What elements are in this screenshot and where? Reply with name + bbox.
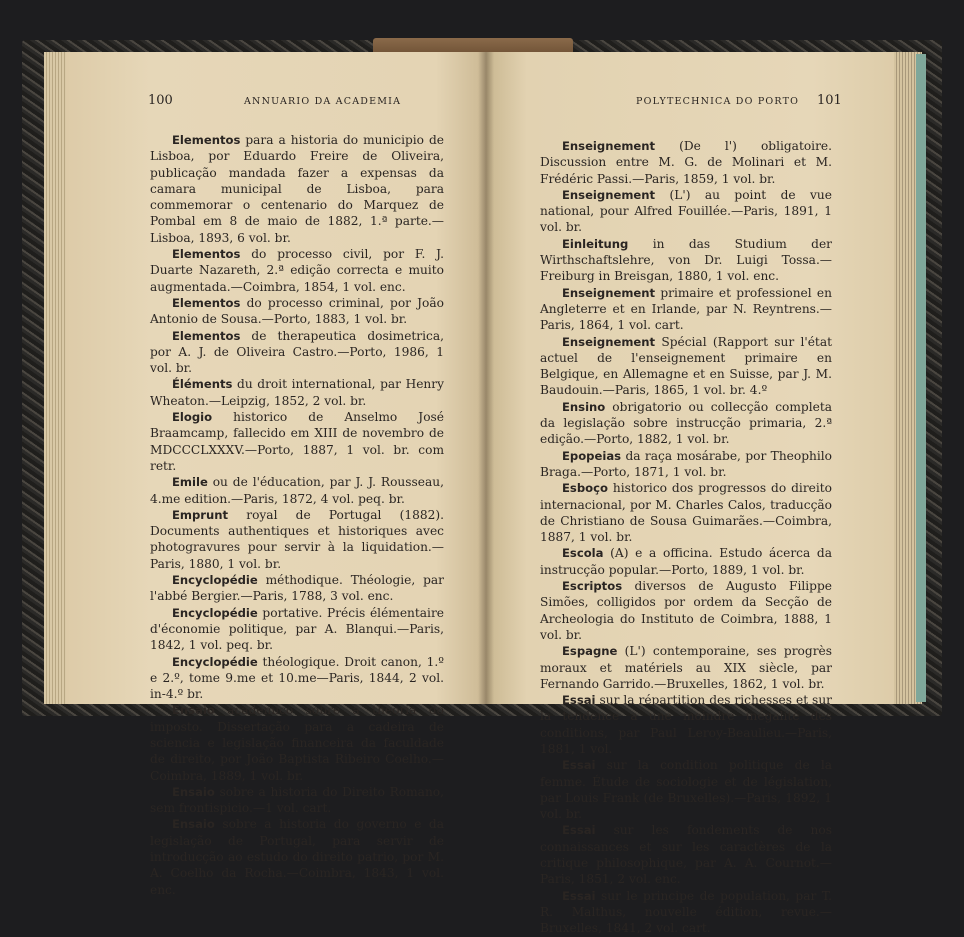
entry-text: obrigatorio ou collecção completa da legislação sobre instrucção primaria, 2.ª edição.—Porto, 1882, 1 vol. br.	[540, 399, 832, 447]
catalog-entry	[540, 236, 832, 285]
catalog-entry	[540, 448, 832, 481]
entry-text: primaire et professionel en Angleterre et en Irlande, par N. Reyntrens.—Paris, 1864, 1 vol. cart.	[540, 285, 832, 333]
entry-keyword: Enseignement	[562, 334, 656, 349]
catalog-entry	[540, 888, 832, 937]
entry-keyword: Espagne	[562, 644, 618, 659]
entry-text: (L') contemporaine, ses progrès moraux et matériels au XIX siècle, par Fernando Garrido.—Bruxelles, 1862, 1 vol. br.	[540, 644, 832, 691]
catalog-entry	[150, 572, 444, 605]
catalog-entry	[540, 757, 832, 822]
entry-text: du droit international, par Henry Wheaton.—Leipzig, 1852, 2 vol. br.	[150, 377, 444, 408]
entry-text: royal de Portugal (1882). Documents authentiques et historiques avec photogravures pour servir à la liquidation.—Paris, 1880, 1 vol. br.	[150, 507, 444, 571]
entry-text: sobre a historia do governo e da legislação de Portugal, para servir de introducção ao estudo do direito patrio, por M. A. Coelho da Rocha.—Coimbra, 1843, 1 vol. enc.	[150, 817, 444, 897]
entry-text: academico sobre a theoria do imposto. Dissertação para a cadeira de sciencia e legislação financeira da faculdade de direito, por João Baptista Ribeiro Coelho.—Coimbra, 1889, 1 vol. br.	[150, 703, 444, 783]
left-page-number: 100	[148, 93, 173, 108]
entry-text: méthodique. Théologie, par l'abbé Bergier.—Paris, 1788, 3 vol. enc.	[150, 573, 444, 604]
right-running-head: POLYTECHNICA DO PORTO	[636, 96, 800, 107]
entry-keyword: Éléments	[172, 377, 233, 392]
entry-text: diversos de Augusto Filippe Simões, colligidos por ordem da Secção de Archeologia do Instituto de Coimbra, 1888, 1 vol. br.	[540, 579, 832, 642]
entry-text: Spécial (Rapport sur l'état actuel de l'enseignement primaire en Belgique, en Allemagne et en Suisse, par J. M. Baudouin.—Paris, 1865, 1 vol. br. 4.º	[540, 334, 832, 398]
entry-keyword: Elementos	[172, 328, 241, 343]
catalog-entry	[540, 187, 832, 236]
book-gutter	[478, 52, 494, 704]
entry-text: sur la condition politique de la femme. Étude de sociologie et de législation, par Louis Frank (de Bruxelles).—Paris, 1892, 1 vol. br.	[540, 758, 832, 822]
entry-keyword: Emile	[172, 475, 208, 490]
left-page	[66, 52, 486, 897]
catalog-entry	[150, 132, 444, 246]
catalog-entry	[540, 138, 832, 187]
entry-keyword: Encyclopédie	[172, 654, 258, 669]
entry-keyword: Epopeias	[562, 448, 622, 463]
catalog-entry	[150, 474, 444, 507]
entry-text: historico de Anselmo José Braamcamp, fallecido em XIII de novembro de MDCCCLXXXV.—Porto, 1887, 1 vol. br. com retr.	[150, 410, 444, 473]
entry-keyword: Encyclopédie	[172, 605, 258, 620]
catalog-entry	[540, 399, 832, 448]
entry-text: do processo criminal, por João Antonio de Sousa.—Porto, 1883, 1 vol. br.	[150, 295, 444, 327]
entry-keyword: Ensaio	[172, 703, 215, 718]
entry-keyword: Escriptos	[562, 579, 623, 594]
catalog-entry	[150, 654, 444, 703]
catalog-entry	[540, 334, 832, 399]
right-page-text	[540, 138, 832, 937]
entry-text: historico dos progressos do direito internacional, por M. Charles Calos, traducção de Christiano de Sousa Guimarães.—Coimbra, 1887, 1 vol. br.	[540, 481, 832, 545]
entry-keyword: Essai	[562, 823, 596, 838]
catalog-entry	[150, 409, 444, 474]
catalog-entry	[540, 578, 832, 643]
entry-text: in das Studium der Wirthschaftslehre, von Dr. Luigi Tossa.—Freiburg in Breisgan, 1880, 1 vol. enc.	[540, 236, 832, 284]
catalog-entry	[150, 328, 444, 377]
entry-keyword: Elementos	[172, 133, 241, 147]
catalog-entry	[150, 507, 444, 572]
right-page	[486, 52, 894, 936]
entry-text: do processo civil, por F. J. Duarte Nazareth, 2.ª edição correcta e muito augmentada.—Coimbra, 1854, 1 vol. enc.	[150, 247, 444, 294]
catalog-entry	[540, 285, 832, 334]
entry-keyword: Elogio	[172, 410, 213, 425]
entry-text: sur la répartition des richesses et sur la tendence a une moindre inégalité des conditions, par Paul Leroy-Beaulieu.—Paris, 1881, 1 vol.	[540, 693, 832, 756]
entry-keyword: Enseignement	[562, 285, 656, 300]
catalog-entry	[540, 643, 832, 692]
catalog-entry	[540, 692, 832, 757]
entry-text: (A) e a officina. Estudo ácerca da instrucção popular.—Porto, 1889, 1 vol. br.	[540, 546, 832, 577]
entry-keyword: Encyclopédie	[172, 573, 258, 588]
entry-text: sur les fondements de nos connaissances et sur les caractères de la critique philosophique, par A. A. Cournot.—Paris, 1851, 2 vol. enc.	[540, 823, 832, 887]
entry-text: para a historia do municipio de Lisboa, por Eduardo Freire de Oliveira, publicação mandada fazer a expensas da camara municipal de Lisboa, para commemorar o centenario do Marquez de Pombal em 8 de maio de 1882, 1.ª parte.—Lisboa, 1893, 6 vol. br.	[150, 133, 444, 245]
right-page-number: 101	[817, 93, 842, 108]
entry-text: sobre a historia do Direito Romano, sem frontispicio.—1 vol. cart.	[150, 784, 444, 816]
catalog-entry	[540, 822, 832, 887]
entry-keyword: Elementos	[172, 247, 241, 262]
entry-keyword: Enseignement	[562, 187, 656, 202]
entry-keyword: Ensino	[562, 399, 606, 414]
catalog-entry	[150, 605, 444, 654]
catalog-entry	[150, 295, 444, 328]
catalog-entry	[150, 702, 444, 783]
entry-text: théologique. Droit canon, 1.º e 2.º, tome 9.me et 10.me—Paris, 1844, 2 vol. in-4.º br.	[150, 654, 444, 702]
entry-keyword: Emprunt	[172, 507, 229, 522]
left-running-head: ANNUARIO DA ACADEMIA	[244, 96, 402, 107]
entry-text: ou de l'éducation, par J. J. Rousseau, 4.me edition.—Paris, 1872, 4 vol. peq. br.	[150, 475, 444, 506]
entry-keyword: Ensaio	[172, 784, 215, 799]
entry-text: (L') au point de vue national, pour Alfred Fouillée.—Paris, 1891, 1 vol. br.	[540, 187, 832, 235]
entry-text: sur le principe de population, par T. R. Malthus, nouvelle édition, revue.—Bruxelles, 1841, 2 vol. cart.	[540, 888, 832, 936]
catalog-entry	[150, 784, 444, 817]
entry-keyword: Esboço	[562, 481, 608, 496]
entry-keyword: Essai	[562, 758, 596, 773]
catalog-entry	[540, 545, 832, 578]
entry-keyword: Enseignement	[562, 139, 656, 153]
entry-text: (De l') obligatoire. Discussion entre M. G. de Molinari et M. Frédéric Passi.—Paris, 1859, 1 vol. br.	[540, 139, 832, 186]
entry-keyword: Elementos	[172, 295, 241, 310]
entry-keyword: Einleitung	[562, 236, 629, 251]
catalog-entry	[150, 376, 444, 409]
entry-keyword: Essai	[562, 888, 596, 903]
left-page-text	[150, 132, 444, 898]
catalog-entry	[540, 480, 832, 545]
entry-keyword: Escola	[562, 546, 604, 561]
entry-text: portative. Précis élémentaire d'économie politique, par A. Blanqui.—Paris, 1842, 1 vol. peq. br.	[150, 605, 444, 653]
catalog-entry	[150, 816, 444, 897]
catalog-entry	[150, 246, 444, 295]
ribbon-edge	[916, 54, 926, 702]
entry-text: da raça mosárabe, por Theophilo Braga.—Porto, 1871, 1 vol. br.	[540, 448, 832, 479]
entry-keyword: Ensaio	[172, 817, 215, 832]
entry-text: de therapeutica dosimetrica, por A. J. de Oliveira Castro.—Porto, 1986, 1 vol. br.	[150, 328, 444, 376]
entry-keyword: Essai	[562, 693, 596, 708]
